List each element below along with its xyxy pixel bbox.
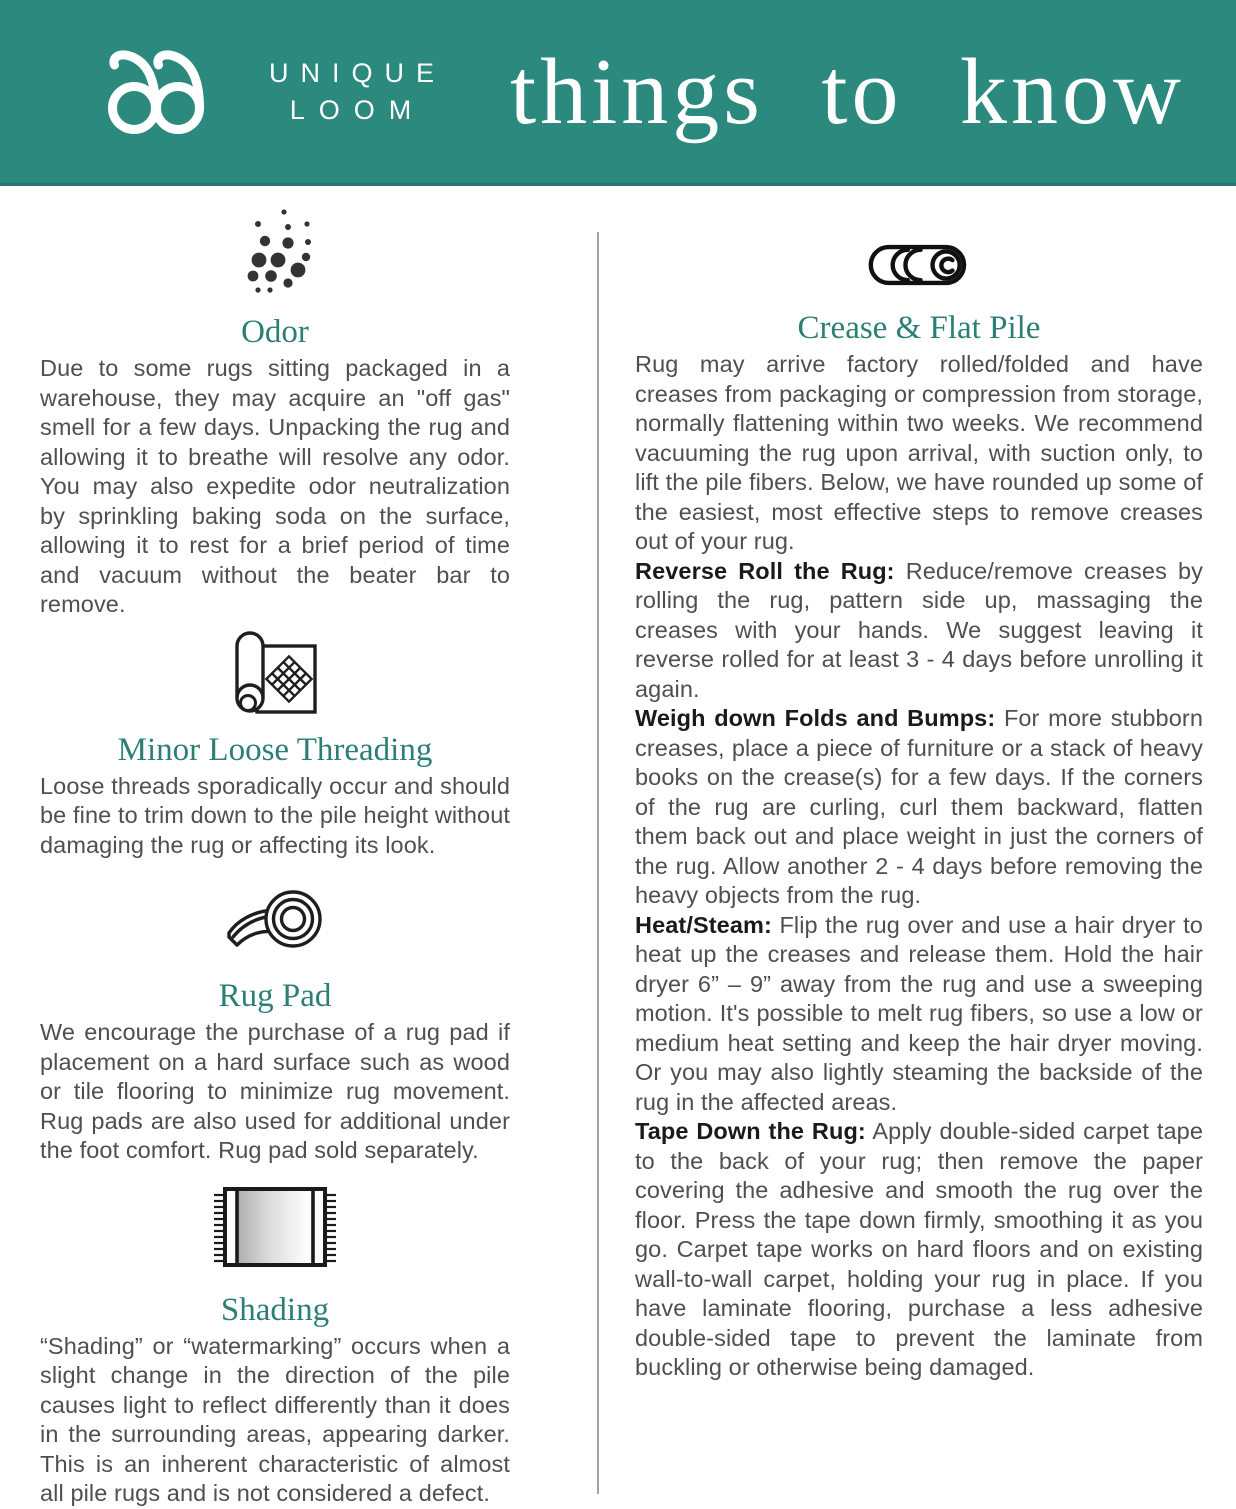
column-divider <box>597 232 599 1494</box>
section-text-threading: Loose threads sporadically occur and should be fine to trim down to the pile height without damaging the rug or affecting its look. <box>40 772 510 858</box>
page-title: things to know <box>510 39 1185 144</box>
step-reverse-roll <box>635 557 1203 705</box>
section-title-shading: Shading <box>220 1291 330 1328</box>
step-heat-steam <box>635 911 1203 1118</box>
step-label-tape-down: Tape Down the Rug: <box>635 1118 866 1144</box>
right-column <box>635 186 1203 1500</box>
section-text-crease-intro: Rug may arrive factory rolled/folded and have creases from packaging or compression from storage, normally flattening within two weeks. We recommend vacuuming the rug upon arrival, with suction only, to lift the pile fibers. Below, we have rounded up some of the easiest, most effective steps to remove creases out of your rug. <box>635 351 1203 554</box>
left-column <box>40 186 510 1506</box>
threading-section-icon-row <box>40 630 510 720</box>
rolled-rug-threading-icon <box>231 630 319 720</box>
step-text-tape-down: Apply double-sided carpet tape to the back of your rug; then remove the paper covering the adhesive and smooth the rug over the floor. Press the tape down firmly, smoothing it as you go. Carpet tape works on hard floors and on existing wall-to-wall carpet, holding your rug in place. If you have laminate flooring, purchase a less adhesive double-sided tape to prevent the laminate from buckling or otherwise being damaged. <box>635 1118 1203 1380</box>
content-area <box>0 186 1236 1506</box>
section-text-shading: “Shading” or “watermarking” occurs when a slight change in the direction of the pile causes light to reflect differently than it does in the surrounding areas, appearing darker. This is an inherent characteristic of almost all pile rugs and is not considered a defect. <box>40 1332 510 1506</box>
section-title-threading: Minor Loose Threading <box>117 731 433 768</box>
step-label-reverse-roll: Reverse Roll the Rug: <box>635 557 895 584</box>
odor-section-icon-row <box>40 202 510 294</box>
unique-loom-logo-icon <box>103 49 243 135</box>
step-label-weigh-down: Weigh down Folds and Bumps: <box>635 705 996 731</box>
header-band <box>0 0 1236 186</box>
crease-section-icon-row <box>635 244 1203 286</box>
step-text-reverse-roll: Reduce/remove creases by rolling the rug, pattern side up, massaging the creases with your hands. We suggest leaving it reverse rolled for at least 3 - 4 days before unrolling it again. <box>635 557 1204 702</box>
section-title-odor: Odor <box>241 314 309 350</box>
section-text-odor: Due to some rugs sitting packaged in a warehouse, they may acquire an "off gas" smell for a few days. Unpacking the rug and allowing it to breathe will resolve any odor. You may also expedite odor neutralization by sprinkling baking soda on the surface, allowing it to rest for a brief period of time and vacuum without the beater bar to remove. <box>40 355 510 617</box>
shading-section-icon-row <box>40 1186 510 1268</box>
step-text-weigh-down: For more stubborn creases, place a piece of furniture or a stack of heavy books on the crease(s) for a few days. If the corners of the rug are curling, curl them backward, flatten them back out and place weight in just the corners of the rug. Allow another 2 - 4 days before removing the heavy objects from the rug. <box>635 705 1203 908</box>
step-label-heat-steam: Heat/Steam: <box>635 911 772 938</box>
shaded-rug-icon <box>213 1186 337 1268</box>
section-text-rug-pad: We encourage the purchase of a rug pad if placement on a hard surface such as wood or tile flooring to minimize rug movement. Rug pads are also used for additional under the foot comfort. Rug pad sold separately. <box>40 1019 510 1163</box>
step-tape-down <box>635 1117 1203 1383</box>
odor-dots-icon <box>235 202 315 294</box>
rug-pad-section-icon-row <box>40 888 510 954</box>
brand-line-unique: UNIQUE <box>269 57 447 88</box>
fringe-right <box>326 1195 336 1261</box>
brand-line-loom: LOOM <box>289 94 426 125</box>
rug-pad-roll-icon <box>227 888 323 954</box>
section-title-rug-pad: Rug Pad <box>218 978 332 1014</box>
step-text-heat-steam: Flip the rug over and use a hair dryer to heat up the creases and release them. Hold the hair dryer 6” – 9” away from the rug and use a sweeping motion. It's possible to melt rug fibers, so use a low or medium heat setting and keep the hair dryer moving. Or you may also lightly steaming the backside of the rug in the affected areas. <box>635 911 1203 1115</box>
section-title-crease: Crease & Flat Pile <box>797 310 1041 346</box>
brand-wordmark <box>269 55 446 129</box>
rolled-rug-crease-icon <box>868 244 970 286</box>
step-weigh-down <box>635 704 1203 911</box>
fringe-left <box>214 1195 224 1261</box>
